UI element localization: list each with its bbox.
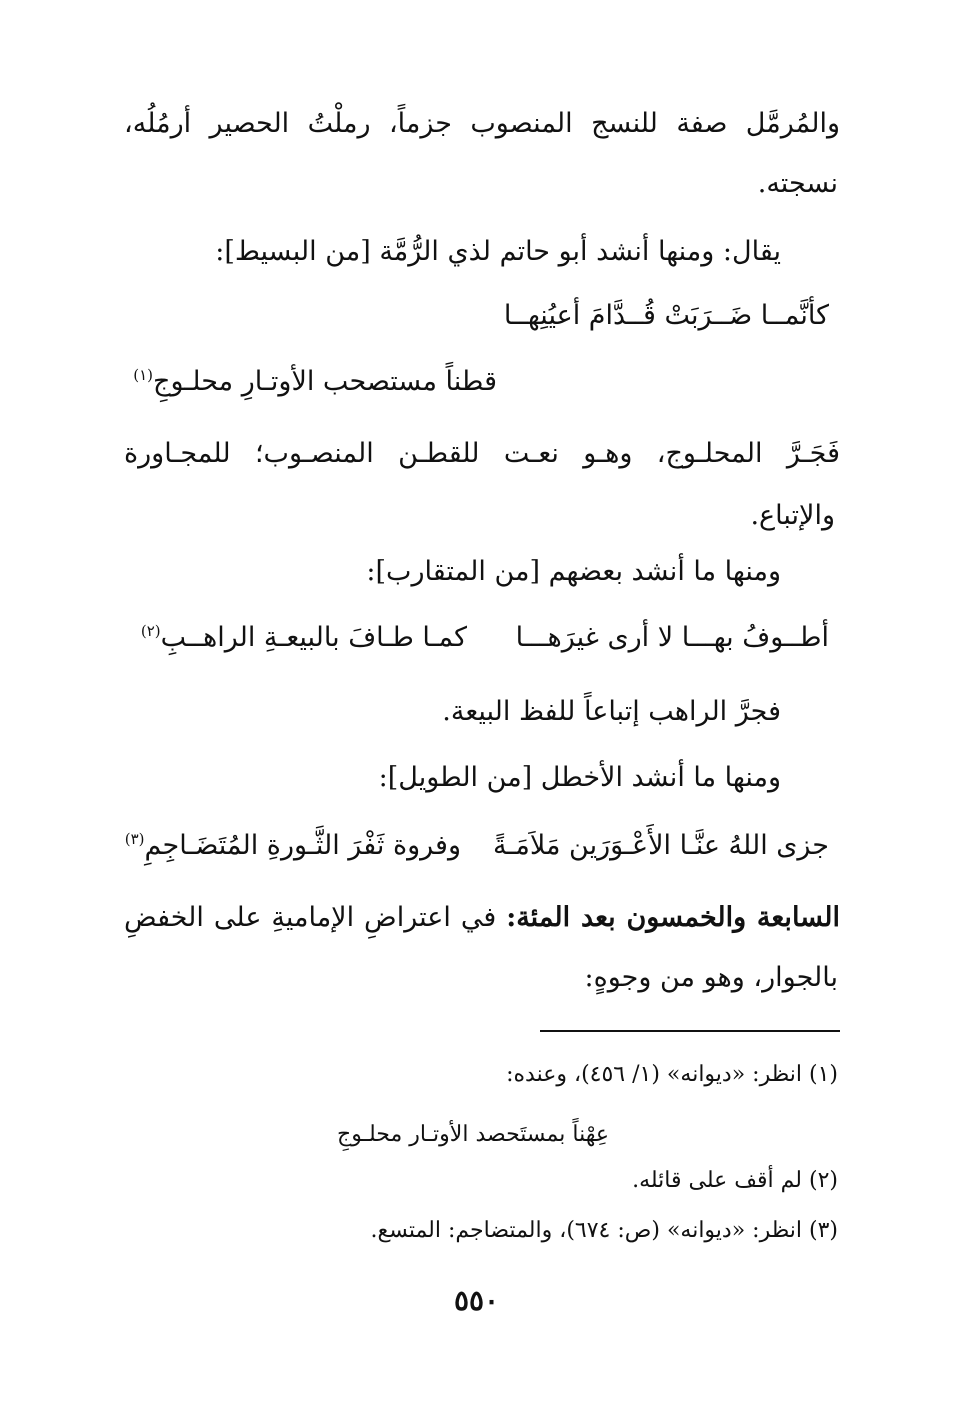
body-line: نسجته. (757, 168, 838, 199)
verse-hemistich (125, 826, 461, 866)
footnote-ref: (١) (133, 366, 154, 384)
body-line: فَجَـرَّ المحلـوج، وهـو نعـت للقطـن المنصـوب؛ للمجـاورة (124, 438, 840, 469)
section-text: في اعتراضِ الإماميةِ على الخفضِ (124, 902, 507, 933)
verse-text: وفروة ثَفْرَ الثَّـورةِ المُتَضَـاجِمِ (144, 830, 461, 861)
footnote-1-verse: عِهْناً بمستَحصد الأوتـار محلـوجِ (337, 1122, 609, 1147)
footnote-ref: (٣) (124, 830, 145, 848)
verse-hemistich: جزى اللهُ عنَّـا الأَعْـوَرَين مَلاَمَـةً (493, 830, 829, 861)
body-line: يقال: ومنها أنشد أبو حاتم لذي الرُّمَّة [من البسيط]: (215, 236, 781, 267)
body-line: والمُرمَّل صفة للنسج المنصوب جزماً، رملْتُ الحصير أرمُلُه، (124, 108, 840, 139)
body-line: ومنها ما أنشد بعضهم [من المتقارب]: (366, 556, 781, 587)
footnote-2: (٢) لم أقف على قائله. (632, 1168, 838, 1193)
section-heading: السابعة والخمسون بعد المئة: (506, 902, 840, 933)
body-line: والإتباع. (750, 500, 835, 531)
footnote-ref: (٢) (140, 622, 161, 640)
body-line: فجرَّ الراهب إتباعاً للفظ البيعة. (442, 696, 781, 727)
verse-hemistich: كأنَّمــا ضَــرَبَتْ قُــدَّامَ أعيُنِهــا (503, 300, 829, 331)
verse-text: قطناً مستصحب الأوتـارِ محلـوجِ (153, 366, 497, 397)
footnote-divider (540, 1030, 840, 1032)
body-line: بالجوار، وهو من وجوهٍ: (584, 962, 838, 993)
body-line: ومنها ما أنشد الأخطل [من الطويل]: (378, 762, 781, 793)
verse-hemistich: أطــوفُ بهـــا لا أرى غيرَهـــا (515, 622, 829, 653)
verse-hemistich (133, 362, 497, 402)
footnote-1: (١) انظر: «ديوانه» (١/ ٤٥٦)، وعنده: (506, 1062, 838, 1087)
page-number: ٥٥٠ (453, 1284, 500, 1317)
verse-hemistich (141, 618, 467, 658)
footnote-3: (٣) انظر: «ديوانه» (ص: ٦٧٤)، والمتضاجم: المتسع. (370, 1218, 838, 1243)
body-line (124, 898, 840, 938)
verse-text: كمـا طـافَ بالبيعـةِ الراهــبِ (160, 622, 467, 653)
